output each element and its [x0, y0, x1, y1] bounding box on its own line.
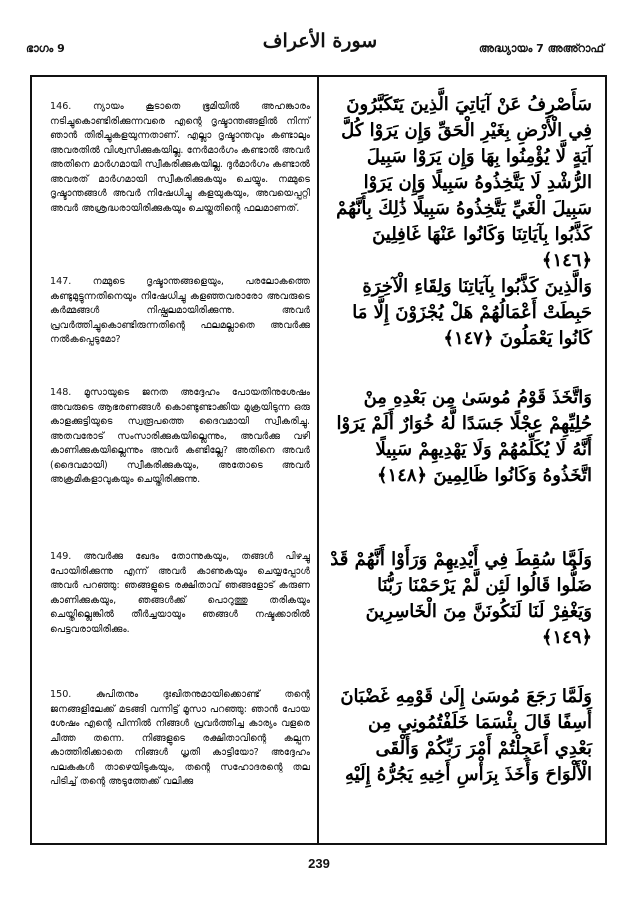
chapter-label: അദ്ധ്യായം 7 അഅ്റാഫ് — [478, 42, 604, 55]
part-number: ഭാഗം 9 — [26, 42, 65, 55]
translation-147: 147. നമ്മുടെ ദൃഷ്ടാന്തങ്ങളെയും, പരലോകത്തെ കണ്ടുമുട്ടുന്നതിനെയും നിഷേധിച്ചു കളഞ്ഞവരാരോ അവരുടെ കർമ്മങ്ങൾ നിഷ്ഫലമായിരിക്കുന്നു. അവർ പ്രവർത്തിച്ചുകൊണ്ടിരുന്നതിന്റെ ഫലമല്ലാതെ അവർക്കു നൽകപ്പെടുമോ? — [50, 276, 310, 345]
translation-148: 148. മൂസായുടെ ജനത അദ്ദേഹം പോയതിനുശേഷം അവരുടെ ആഭരണങ്ങൾ കൊണ്ടുണ്ടാക്കിയ മുക്രയിടുന്ന ഒരു കാളക്കുട്ടിയുടെ സ്വരൂപത്തെ ദൈവമായി സ്വീകരിച്ചു. അതവരോട് സംസാരിക്കുകയില്ലെന്നും, അവർക്കു വഴി കാണിക്കുകയില്ലെന്നും അവർ കണ്ടില്ലേ? അതിനെ അവർ (ദൈവമായി) സ്വീകരിക്കുകയും, അതോടെ അവർ അക്രമികളാവുകയും ചെയ്തിരിക്കുന്നു. — [50, 387, 310, 485]
surah-title: سورة الأعراف — [262, 30, 378, 52]
arabic-verse-149: وَلَمَّا سُقِطَ فِي أَيْدِيهِمْ وَرَأَوْا أَنَّهُمْ قَدْ ضَلُّوا قَالُوا لَئِن لَّمْ يَرْحَمْنَا رَبُّنَا وَيَغْفِرْ لَنَا لَنَكُونَنَّ مِنَ الْخَاسِرِينَ ﴿١٤٩﴾ — [330, 549, 592, 648]
translation-146: 146. ന്യായം കൂടാതെ ഭൂമിയിൽ അഹങ്കാരം നടിച്ചുകൊണ്ടിരിക്കുന്നവരെ എന്റെ ദൃഷ്ടാന്തങ്ങളിൽ നിന്ന് ഞാൻ തിരിച്ചുകളയുന്നതാണ്. എല്ലാ ദൃഷ്ടാന്തവും കണ്ടാലും അവരതിൽ വിശ്വസിക്കുകയില്ല. നേർമാർഗം കണ്ടാൽ അവർ അതിനെ മാർഗമായി സ്വീകരിക്കുകയില്ല. ദുർമാർഗം കണ്ടാൽ അവരത് മാർഗമായി സ്വീകരിക്കുകയും ചെയ്യും. നമ്മുടെ ദൃഷ്ടാന്തങ്ങൾ അവർ നിഷേധിച്ചു കളയുകയും, അവയെപ്പറ്റി അവർ അശ്രദ്ധരായിരിക്കുകയും ചെയ്തതിന്റെ ഫലമാണത്. — [50, 101, 310, 214]
arabic-verse-147: وَالَّذِينَ كَذَّبُوا بِآيَاتِنَا وَلِقَاءِ الْآخِرَةِ حَبِطَتْ أَعْمَالُهُمْ هَلْ يُجْزَوْنَ إِلَّا مَا كَانُوا يَعْمَلُونَ ﴿١٤٧﴾ — [352, 276, 592, 349]
page-number: 239 — [308, 856, 330, 871]
translation-150: 150. കുപിതനും ദുഃഖിതനുമായിക്കൊണ്ട് തന്റെ ജനങ്ങളിലേക്ക് മടങ്ങി വന്നിട്ട് മൂസാ പറഞ്ഞു: ഞാൻ പോയ ശേഷം എന്റെ പിന്നിൽ നിങ്ങൾ പ്രവർത്തിച്ച കാര്യം വളരെ ചീത്ത തന്നെ. നിങ്ങളുടെ രക്ഷിതാവിന്റെ കല്പന കാത്തിരിക്കാതെ നിങ്ങൾ ധൃതി കാട്ടിയോ? അദ്ദേഹം പലകകൾ താഴെയിടുകയും, തന്റെ സഹോദരന്റെ തല പിടിച്ച് തന്റെ അടുത്തേക്ക് വലിക്കു — [50, 689, 310, 787]
translation-149: 149. അവർക്കു ഖേദം തോന്നുകയും, തങ്ങൾ പിഴച്ചു പോയിരിക്കുന്നു എന്ന് അവർ കാണുകയും ചെയ്യപ്പോൾ അവർ പറഞ്ഞു: ഞങ്ങളുടെ രക്ഷിതാവ് ഞങ്ങളോട് കരുണ കാണിക്കുകയും, ഞങ്ങൾക്ക് പൊറുത്തു തരികയും ചെയ്തില്ലെങ്കിൽ തീർച്ചയായും ഞങ്ങൾ നഷ്ടക്കാരിൽ പെട്ടവരായിരിക്കും. — [50, 551, 310, 635]
arabic-verse-150: وَلَمَّا رَجَعَ مُوسَىٰ إِلَىٰ قَوْمِهِ غَضْبَانَ أَسِفًا قَالَ بِئْسَمَا خَلَفْتُمُونِي مِن بَعْدِي أَعَجِلْتُمْ أَمْرَ رَبِّكُمْ وَأَلْقَى الْأَلْوَاحَ وَأَخَذَ بِرَأْسِ أَخِيهِ يَجُرُّهُ إِلَيْهِ — [340, 686, 592, 785]
arabic-verse-146: سَأَصْرِفُ عَنْ آيَاتِيَ الَّذِينَ يَتَكَبَّرُونَ فِي الْأَرْضِ بِغَيْرِ الْحَقِّ وَإِن يَرَوْا كُلَّ آيَةٍ لَّا يُؤْمِنُوا بِهَا وَإِن يَرَوْا سَبِيلَ الرُّشْدِ لَا يَتَّخِذُوهُ سَبِيلًا وَإِن يَرَوْا سَبِيلَ الْغَيِّ يَتَّخِذُوهُ سَبِيلًا ذَٰلِكَ بِأَنَّهُمْ كَذَّبُوا بِآيَاتِنَا وَكَانُوا عَنْهَا غَافِلِينَ ﴿١٤٦﴾ — [336, 94, 592, 271]
arabic-verse-148: وَاتَّخَذَ قَوْمُ مُوسَىٰ مِن بَعْدِهِ مِنْ حُلِيِّهِمْ عِجْلًا جَسَدًا لَّهُ خُوَارٌ أَلَمْ يَرَوْا أَنَّهُ لَا يُكَلِّمُهُمْ وَلَا يَهْدِيهِمْ سَبِيلًا اتَّخَذُوهُ وَكَانُوا ظَالِمِينَ ﴿١٤٨﴾ — [336, 387, 592, 486]
column-divider — [317, 75, 319, 845]
